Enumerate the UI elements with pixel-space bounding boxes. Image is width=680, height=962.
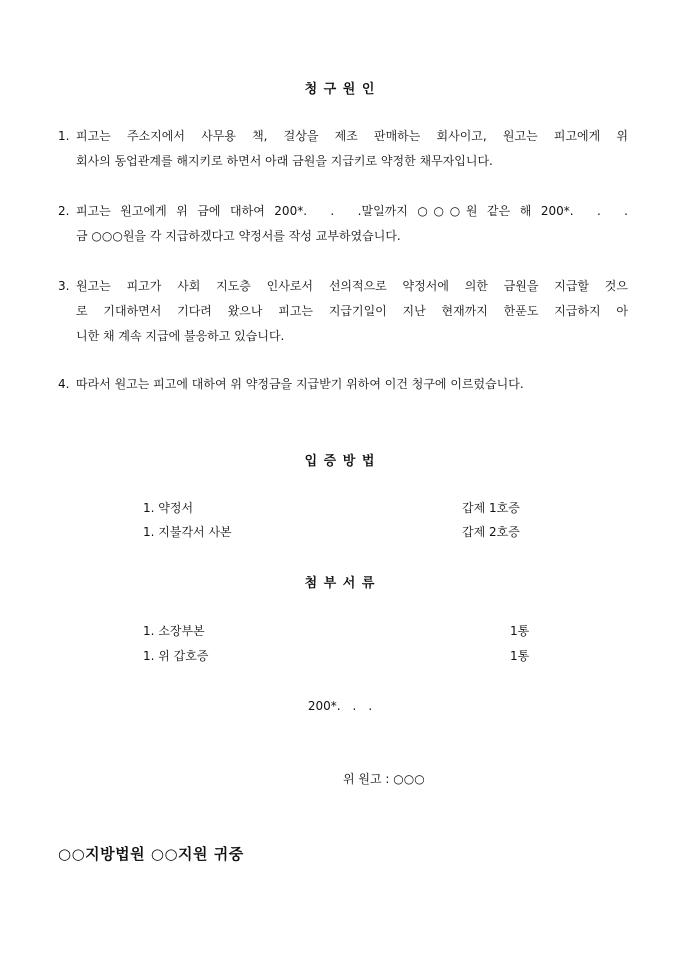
claim-causes-heading: 청 구 원 인 <box>304 82 376 97</box>
court-addressee: ○○지방법원 ○○지원 귀중 <box>58 845 244 863</box>
attachment-label: 1. 위 갑호증 <box>143 649 209 663</box>
claim-line: 따라서 원고는 피고에 대하여 위 약정금을 지급받기 위하여 이건 청구에 이르렀습니다. <box>76 377 524 391</box>
claim-line: 피고는 주소지에서 사무용 책, 걸상을 제조 판매하는 회사이고, 원고는 피고에게 위 <box>76 129 628 143</box>
evidence-value: 갑제 1호증 <box>462 501 520 515</box>
evidence-label: 1. 지불각서 사본 <box>143 525 232 539</box>
evidence-value: 갑제 2호증 <box>462 525 520 539</box>
attachment-value: 1통 <box>510 649 530 663</box>
claim-paragraph-4 <box>58 372 628 397</box>
claim-paragraph-2 <box>58 199 628 249</box>
claim-line: 금 ○○○원을 각 지급하겠다고 약정서를 작성 교부하였습니다. <box>76 229 401 243</box>
claim-line: 원고는 피고가 사회 지도층 인사로서 선의적으로 약정서에 의한 금원을 지급할 것으 <box>76 279 628 293</box>
claim-number: 4. <box>58 377 70 391</box>
claim-line: 니한 채 계속 지급에 불응하고 있습니다. <box>76 329 285 343</box>
claim-paragraph-3 <box>58 274 628 349</box>
attachment-label: 1. 소장부본 <box>143 624 205 638</box>
attachment-value: 1통 <box>510 624 530 638</box>
filing-date: 200*. . . <box>307 699 373 713</box>
claim-number: 3. <box>58 279 70 293</box>
evidence-heading: 입 증 방 법 <box>304 454 376 469</box>
claim-number: 2. <box>58 204 70 218</box>
evidence-label: 1. 약정서 <box>143 501 194 515</box>
claim-number: 1. <box>58 129 70 143</box>
claim-line: 로 기대하면서 기다려 왔으나 피고는 지급기일이 지난 현재까지 한푼도 지급하지 아 <box>76 304 628 318</box>
claim-paragraph-1 <box>58 124 628 174</box>
plaintiff-label: 위 원고 : ○○○ <box>343 772 425 786</box>
claim-line: 피고는 원고에게 위 금에 대하여 200*. . .말일까지 ○○○원 같은 해 200*. . . <box>76 204 628 218</box>
attachments-heading: 첨 부 서 류 <box>304 576 376 591</box>
claim-line: 회사의 동업관계를 해지키로 하면서 아래 금원을 지급키로 약정한 채무자입니다. <box>76 154 493 168</box>
